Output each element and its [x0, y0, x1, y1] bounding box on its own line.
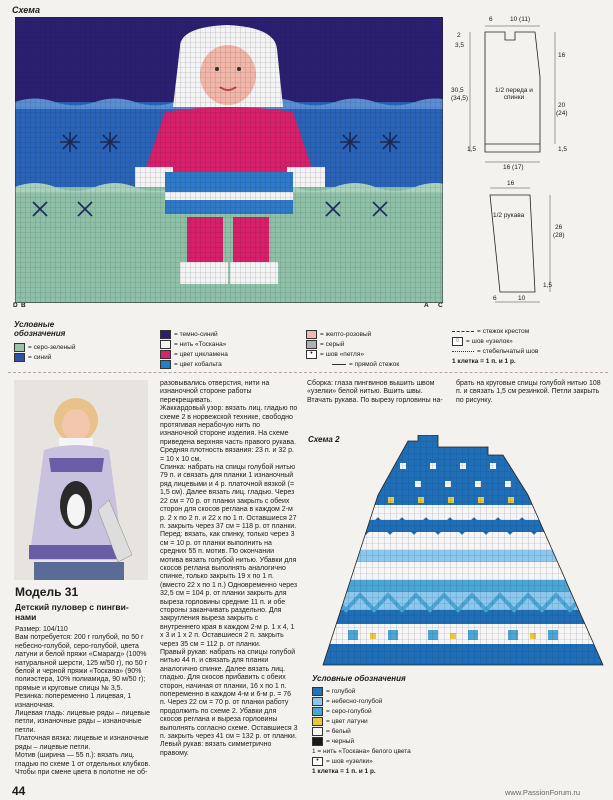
model-title: Модель 31: [15, 585, 79, 599]
legend-swatch: [160, 340, 171, 349]
scheme2-legend-item: [312, 736, 411, 746]
legend-label: = цвет цикламена: [174, 350, 228, 358]
legend1-item: [452, 326, 538, 336]
watermark: www.PassionForum.ru: [505, 788, 581, 797]
knot-stitch-icon: ○: [452, 337, 463, 346]
sleeve-bottom-a: 6: [493, 295, 497, 302]
legend-label: = прямой стежок: [349, 360, 400, 368]
legend1-col3: [306, 329, 399, 369]
scheme2-legend-item: [312, 686, 411, 696]
legend-swatch: [312, 687, 323, 696]
col1-paragraph: Резинка: попеременно 1 лицевая, 1 изнаночная.: [15, 693, 132, 709]
scheme1-title: Схема: [12, 5, 40, 15]
cross-stitch-icon: [452, 331, 474, 332]
stem-stitch-icon: [452, 351, 474, 352]
col1-paragraph: Вам потребуется: 200 г голубой, по 50 г небесно-голубой, серо-голубой, цвета латуни и белой пряжи «Смарагд» (100% натуральной шерсти, 125 м/50 г), по 50 г белой и черной пряжи «Тоскана» (90% полиэстера, 10% полиамида, 90 м/50 г); прямые и круговые спицы № 3,5.: [15, 634, 148, 692]
front-right-upper: 16: [558, 52, 566, 59]
legend1-item: [160, 339, 228, 349]
sleeve-right-a: 26: [555, 224, 563, 231]
legend-swatch: [312, 717, 323, 726]
knitting-chart-2-graphic: [318, 435, 608, 670]
legend-swatch: [306, 330, 317, 339]
front-bottom-width: 16 (17): [503, 164, 524, 171]
legend-label: = серо-зеленый: [28, 343, 76, 351]
sleeve-top: 16: [507, 180, 515, 187]
legend-swatch: [160, 360, 171, 369]
front-right-lower-a: 20: [558, 102, 566, 109]
legend1-item: [306, 339, 399, 349]
front-left-c: 30,5: [451, 87, 464, 94]
knitting-chart-1-graphic: [15, 17, 443, 303]
col3-paragraph: Сборка: глаза пингвинов вышить швом «узелки» белой нитью. Вшить швы. Втачать рукава. По вырезу горловины на-: [307, 380, 443, 404]
legend-label: = темно-синий: [174, 330, 218, 338]
front-piece-label-2: спинки: [503, 94, 525, 101]
schematic-lines: [455, 12, 610, 312]
col1-paragraph: Размер: 104/110: [15, 626, 68, 633]
legend-label: = голубой: [326, 687, 356, 695]
legend-swatch: [312, 707, 323, 716]
col2-paragraph: Левый рукав: вязать симметрично правому.: [160, 741, 272, 757]
legend-swatch: [312, 737, 323, 746]
model-subtitle: Детский пуловер с пингви-нами: [15, 602, 129, 622]
scheme2-title: Схема 2: [308, 435, 340, 444]
legend-label: 1 клетка = 1 п. и 1 р.: [452, 357, 516, 365]
knot-stitch-icon: •: [312, 757, 323, 766]
legend-label: = белый: [326, 727, 351, 735]
knitting-chart-2: [318, 435, 608, 670]
legend-label: = стежок крестом: [477, 327, 530, 335]
scheme2-legend-item: [312, 726, 411, 736]
legend-swatch: [160, 330, 171, 339]
legend-label: = небесно-голубой: [326, 697, 383, 705]
front-top-right: 10 (11): [510, 16, 531, 23]
col2-paragraph: Жаккардовый узор: вязать лиц. гладью по схеме 2 в норвежской технике, свободно протягивая нерабочую нить по изнаночной стороне изделия. На схеме приведена верхняя часть правого рукава.: [160, 405, 298, 446]
edge-label-a: A: [424, 302, 429, 309]
garment-schematic: [451, 12, 610, 312]
instructions-col3: [307, 380, 447, 405]
legend1-title-1: Условные: [14, 320, 55, 329]
scheme2-legend: [312, 686, 411, 776]
edge-label-c: C: [438, 302, 443, 309]
col1-paragraph: Мотив (ширина — 55 п.): вязать лиц. гладью по схеме 1 от отдельных клубков. Чтобы при смене цвета в полотне не об-: [15, 752, 151, 776]
col2-paragraph: разовывались отверстия, нити на изнаночной стороне работы перекрещивать.: [160, 380, 270, 404]
legend1-title: [14, 320, 65, 338]
edge-label-d: D: [13, 302, 18, 309]
col2-paragraph: Средняя плотность вязания: 23 п. и 32 р. = 10 х 10 см.: [160, 447, 294, 463]
legend-label: = шов «узелки»: [326, 757, 373, 765]
col2-paragraph: Перед: вязать, как спинку, только через 3 см = 10 р. от планки выполнить на средних 55 п. мотив. По окончании мотива вязать голубой нитью. Убавки для скосов реглана выполнять аналогично спинке, только закрыть 19 х по 1 п. (вместо 22 х по 1 п.) Одновременно через 32,5 см = 104 р. от планки закрыть для выреза горловины средние 11 п. и обе стороны заканчивать раздельно. Для закругления выреза закрыть с внутреннего края в каждом 2-м р. 1 х 4, 1 х 3 и 1 х 2 п. Оставшиеся 2 п. закрыть через 35 см = 112 р. от планки.: [160, 531, 298, 648]
legend1-item: [14, 352, 75, 362]
legend-label: = нить «Тосканa»: [174, 340, 227, 348]
legend-label: = серый: [320, 340, 345, 348]
legend-label: = серо-голубой: [326, 707, 372, 715]
scheme2-legend-item: [312, 756, 411, 766]
legend1-col1: [14, 342, 75, 362]
instructions-col4: [456, 380, 604, 405]
legend-label: = шов «петля»: [320, 350, 364, 358]
legend1-item: [14, 342, 75, 352]
scheme2-legend-item: [312, 716, 411, 726]
front-piece-label-1: 1/2 переда и: [495, 87, 533, 94]
legend-label: = шов «узелок»: [466, 337, 513, 345]
sleeve-bottom-right: 1,5: [543, 282, 553, 289]
legend1-col4: [452, 326, 538, 366]
scheme2-legend-item: [312, 746, 411, 756]
front-bottom-right: 1,5: [558, 146, 568, 153]
legend-label: = стебельчатый шов: [477, 347, 539, 355]
sleeve-right-b: (28): [553, 232, 565, 239]
legend1-item: [160, 329, 228, 339]
legend1-item: [452, 346, 538, 356]
col2-paragraph: Спинка: набрать на спицы голубой нитью 79 п. и связать для планки 1 изнаночный ряд лицевыми и 4 р. платочной вязкой (= 1,5 см). Далее вязать лиц. гладью. Через 22 см = 70 р. от планки закрыть с обеих сторон для скосов реглана в каждом 2-м р. 2 х по 2 п. и 22 х по 1 п. Оставшиеся 27 п. закрыть через 37 см = 118 р. от планки.: [160, 464, 297, 530]
legend-swatch: [306, 340, 317, 349]
front-right-lower-b: (24): [556, 110, 568, 117]
front-left-a: 2: [457, 32, 461, 39]
legend1-item: [306, 359, 399, 369]
legend-swatch: [312, 727, 323, 736]
scheme2-legend-item: [312, 766, 411, 776]
front-piece-label: [489, 87, 539, 101]
legend-label: = черный: [326, 737, 355, 745]
legend1-item: [306, 329, 399, 339]
legend-label: 1 клетка = 1 п. и 1 р.: [312, 767, 376, 775]
legend-label: = цвет кобальта: [174, 360, 222, 368]
legend-label: = синий: [28, 353, 52, 361]
col4-paragraph: брать на круговые спицы голубой нитью 108 п. и связать 1,5 см резинкой. Петли закрыть по рисунку.: [456, 380, 601, 404]
scheme2-legend-item: [312, 706, 411, 716]
loop-stitch-icon: •: [306, 350, 317, 359]
legend1-item: [160, 359, 228, 369]
page-number: 44: [12, 784, 26, 798]
front-top-left: 6: [489, 16, 493, 23]
edge-label-b: B: [21, 302, 26, 309]
legend-label: = желто-розовый: [320, 330, 372, 338]
section-divider: [8, 372, 608, 373]
legend-swatch: [312, 697, 323, 706]
instructions-col1: [15, 626, 152, 777]
legend1-item: [160, 349, 228, 359]
child-photo-image: [14, 380, 148, 580]
front-left-d: (34,5): [451, 95, 468, 102]
legend1-col2: [160, 329, 228, 369]
knitting-chart-1: [15, 17, 443, 303]
scheme2-legend-item: [312, 696, 411, 706]
instructions-col2: [160, 380, 298, 758]
front-bottom-left: 1,5: [467, 146, 477, 153]
col1-paragraph: Лицевая гладь: лицевые ряды – лицевые петли, изнаночные ряды – изнаночные петли.: [15, 710, 150, 734]
straight-stitch-icon: [332, 364, 346, 365]
legend-swatch: [14, 353, 25, 362]
legend-swatch: [14, 343, 25, 352]
sleeve-bottom-b: 10: [518, 295, 526, 302]
scheme2-legend-title: Условные обозначения: [312, 674, 406, 683]
sleeve-label: 1/2 рукава: [493, 212, 525, 219]
legend-label: = цвет латуни: [326, 717, 368, 725]
legend1-item: [452, 336, 538, 346]
col1-paragraph: Платочная вязка: лицевые и изнаночные ряды – лицевые петли.: [15, 735, 149, 751]
legend-swatch: [160, 350, 171, 359]
model-photo: [14, 380, 148, 580]
legend1-item: [452, 356, 538, 366]
front-left-b: 3,5: [455, 42, 465, 49]
legend1-item: [306, 349, 399, 359]
legend-label: 1 = нить «Тоскана» белого цвета: [312, 747, 411, 755]
col2-paragraph: Правый рукав: набрать на спицы голубой нитью 44 п. и связать для планки аналогично спинке. Далее вязать лиц. гладью. Для скосов прибавить с обеих сторон, начиная от планки, 16 х по 1 п. попеременно в каждом 4-м и 6-м р. = 76 п. Через 22 см = 70 р. от планки работу продолжить по схеме 2. Убавки для скосов реглана и выреза горловины выполнять согласно схеме. Оставшиеся 3 п. закрыть через 41 см = 132 р. от планки.: [160, 649, 298, 741]
legend1-title-2: обозначения: [14, 329, 66, 338]
